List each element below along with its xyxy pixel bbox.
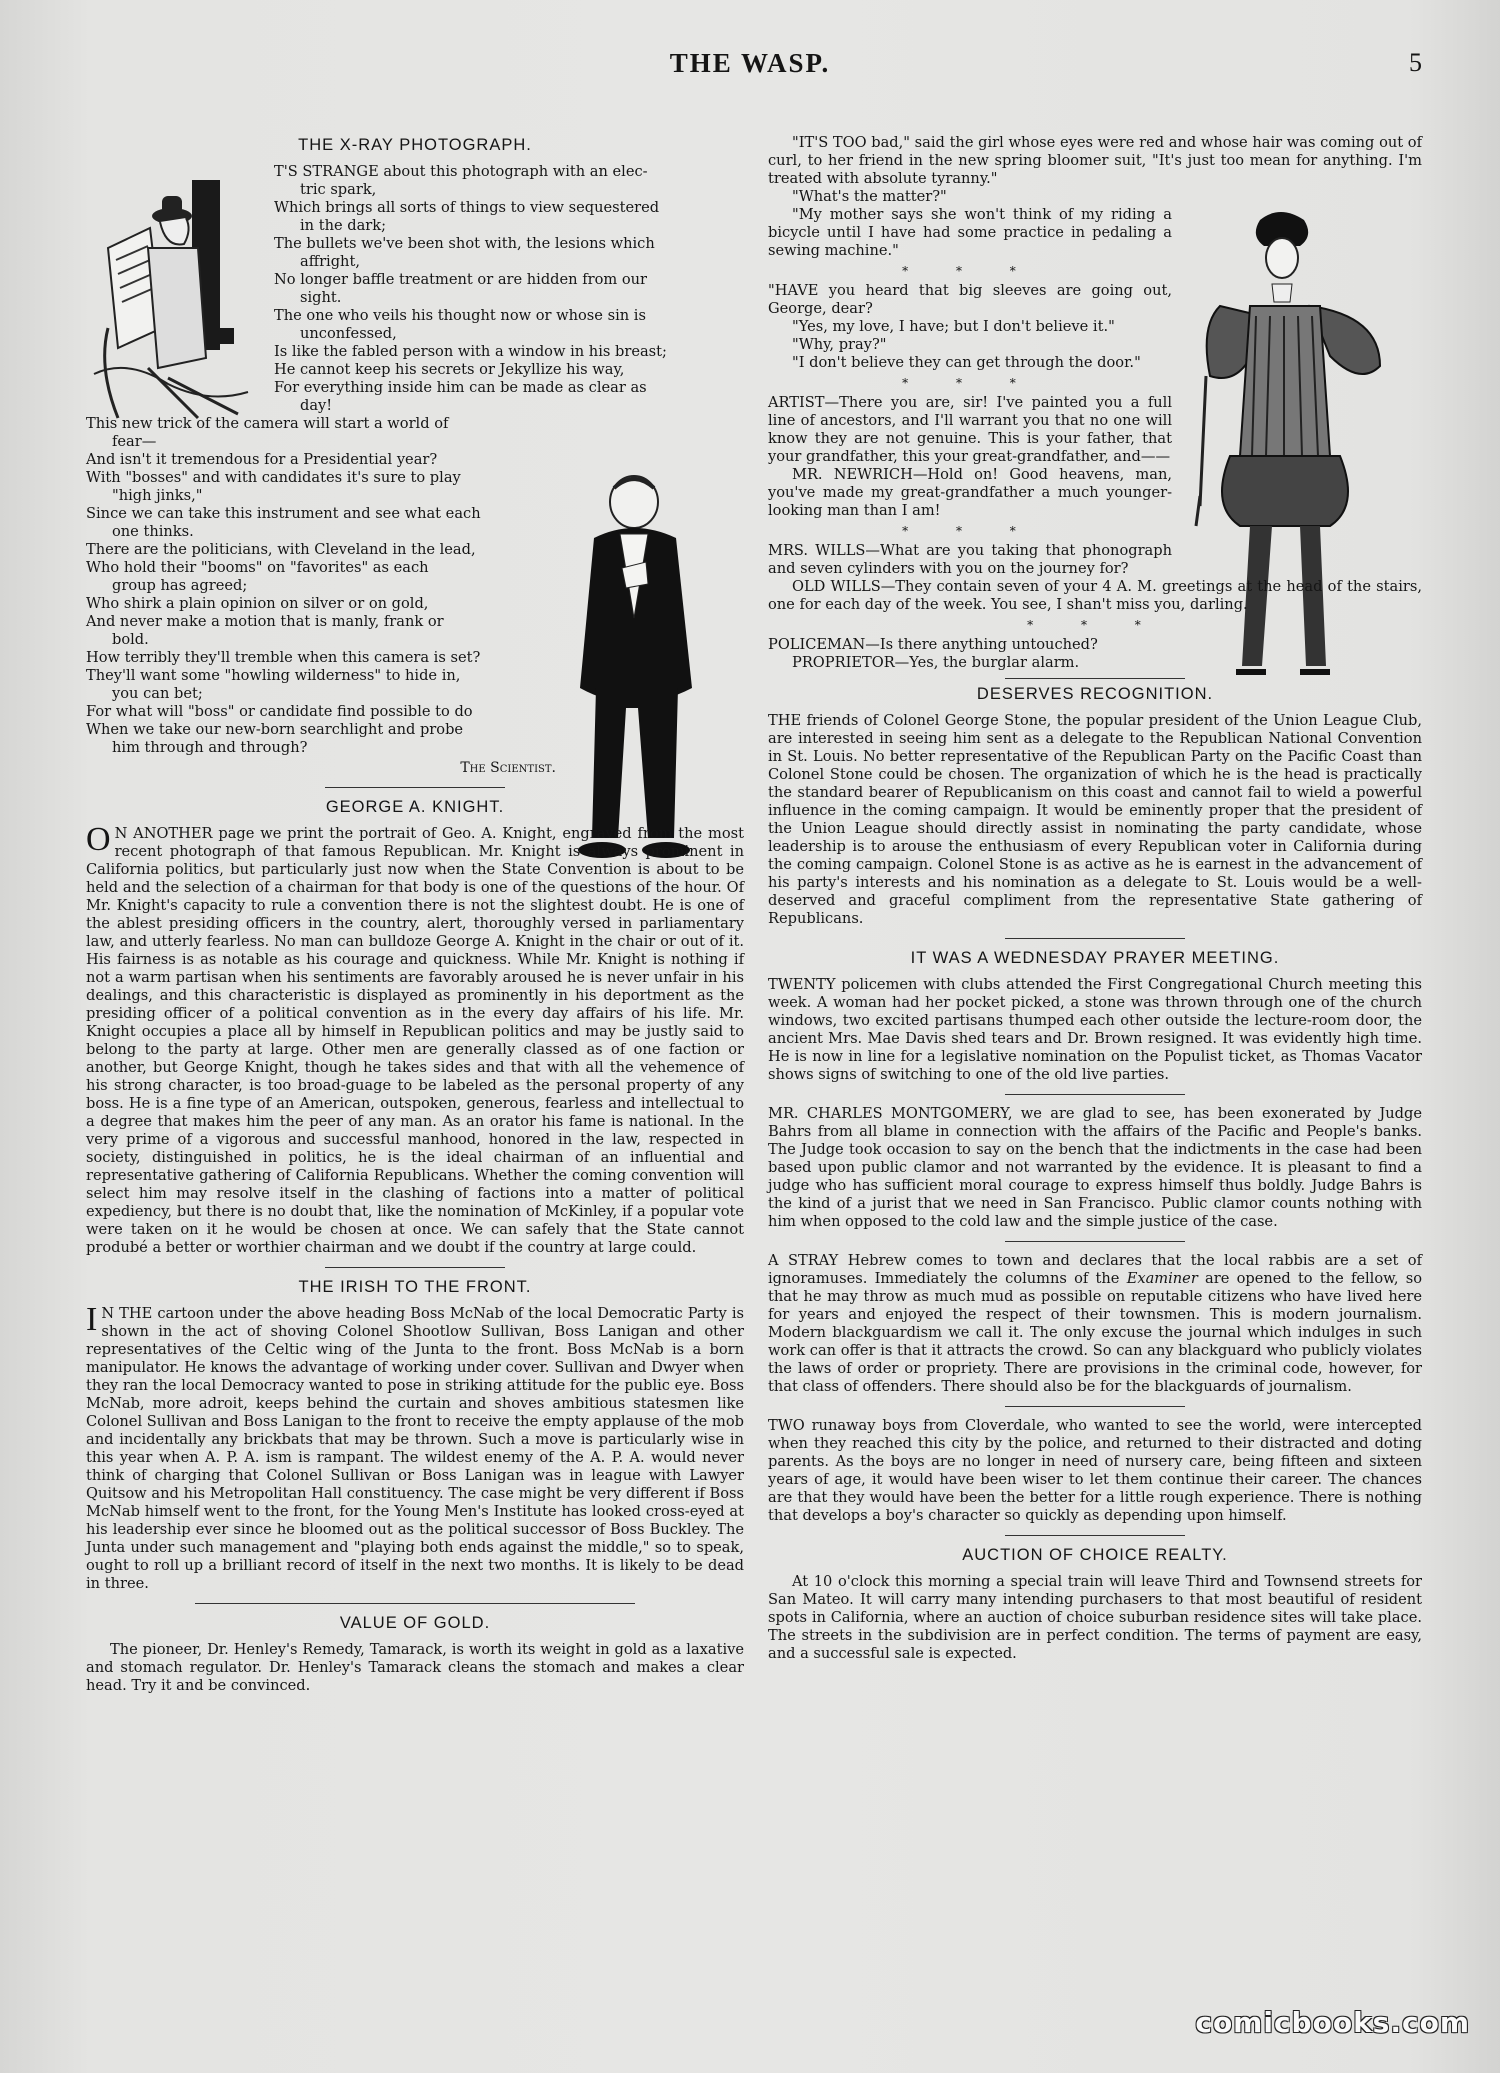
stanza-2 <box>274 307 744 415</box>
joke-text: ARTIST—There you are, sir! I've painted you a full line of ancestors, and I'll warrant you that no one will know they are not genuine. This is your father, that your grandfather, this your great-grandfather, and—— <box>768 394 1172 465</box>
joke-text: OLD WILLS—They contain seven of your 4 A. M. greetings at the head of the stairs, one for each day of the week. You see, I shan't miss you, darling. <box>768 578 1422 613</box>
heading-irish: THE IRISH TO THE FRONT. <box>298 1278 532 1296</box>
poem-line: unconfessed, <box>300 325 397 342</box>
poem-line: in the dark; <box>300 217 387 234</box>
poem-line: you can bet; <box>112 685 203 702</box>
knight-article <box>86 821 744 1257</box>
divider <box>1005 938 1185 939</box>
divider <box>195 1603 635 1604</box>
jokes-section <box>768 130 1422 672</box>
poem-line: group has agreed; <box>112 577 248 594</box>
poem-line: sight. <box>300 289 342 306</box>
poem-line: Is like the fabled person with a window in his breast; <box>274 343 667 360</box>
prayer-text: TWENTY policemen with clubs attended the First Congregational Church meeting this week. A woman had her pocket picked, a stone was thrown through one of the church windows, two excited partisans thumped each other outside the lecture-room door, the ancient Mrs. Mae Davis shed tears and Dr. Brown resigned. It was evidently high time. He is now in line for a legislative nomination on the Populist ticket, as Thomas Vacator shows signs of switching to one of the old live parties. <box>768 976 1422 1083</box>
joke-text: "I don't believe they can get through the door." <box>792 354 1141 371</box>
divider <box>1005 678 1185 679</box>
poem-line: Since we can take this instrument and see what each <box>86 505 481 522</box>
joke-text: "IT'S TOO bad," said the girl whose eyes were red and whose hair was coming out of curl, to her friend in the new spring bloomer suit, "It's just too mean for anything. I'm treated with absolute tyranny." <box>768 134 1422 187</box>
watermark: comicbooks.com <box>1195 2006 1470 2039</box>
poem-line: T'S STRANGE about this photograph with an elec- <box>274 163 648 180</box>
joke-text: MRS. WILLS—What are you taking that phonograph and seven cylinders with you on the journey for? <box>768 542 1172 577</box>
poem-line: "high jinks," <box>112 487 203 504</box>
poem-line: When we take our new-born searchlight and probe <box>86 721 464 738</box>
divider <box>1005 1406 1185 1407</box>
heading-recognition: DESERVES RECOGNITION. <box>976 685 1214 703</box>
gold-text: The pioneer, Dr. Henley's Remedy, Tamarack, is worth its weight in gold as a laxative and stomach regulator. Dr. Henley's Tamarack cleans the stomach and makes a clear head. Try it and be convinced. <box>86 1641 744 1694</box>
runaway-text: TWO runaway boys from Cloverdale, who wanted to see the world, were intercepted when they reached this city by the police, and returned to their distracted and doting parents. As the boys are no longer in need of nursery care, being fifteen and sixteen years of age, it would have been wiser to let them continue their career. The chances are that they would have been the better for a little rough experience. There is nothing that develops a boy's character so quickly as depending upon himself. <box>768 1417 1422 1524</box>
poem-line: tric spark, <box>300 181 377 198</box>
joke-text: "Why, pray?" <box>792 336 887 353</box>
joke-text: "What's the matter?" <box>792 188 947 205</box>
stars-separator: * * * <box>902 264 1038 278</box>
poem-line: They'll want some "howling wilderness" to hide in, <box>86 667 461 684</box>
auction-text: At 10 o'clock this morning a special train will leave Third and Townsend streets for San Mateo. It will carry many intending purchasers to that most beautiful of resident spots in California, where an auction of choice suburban residence sites will take place. The streets in the subdivision are in perfect condition. The terms of payment are easy, and a successful sale is expected. <box>768 1573 1422 1662</box>
heading-knight: GEORGE A. KNIGHT. <box>325 798 505 816</box>
xray-poem-continued <box>86 415 556 777</box>
poem-line: And never make a motion that is manly, frank or <box>86 613 444 630</box>
drop-cap: I <box>86 1301 98 1338</box>
masthead: THE WASP. <box>669 48 831 78</box>
divider <box>1005 1241 1185 1242</box>
poem-line: The one who veils his thought now or whose sin is <box>274 307 646 324</box>
drop-cap: O <box>86 821 111 858</box>
stars-separator: * * * <box>902 376 1038 390</box>
stanza-5 <box>86 649 556 757</box>
joke-text: "Yes, my love, I have; but I don't believe it." <box>792 318 1115 335</box>
irish-article <box>86 1301 744 1593</box>
stanza-1 <box>274 163 744 307</box>
poem-line: Which brings all sorts of things to view sequestered <box>274 199 660 216</box>
joke-text: "My mother says she won't think of my riding a bicycle until I have had some practice in pedaling a sewing machine." <box>768 206 1172 259</box>
recognition-text: THE friends of Colonel George Stone, the popular president of the Union League Club, are interested in seeing him sent as a delegate to the Republican National Convention in St. Louis. No better representative of the Republican Party on the Pacific Coast than Colonel Stone could be chosen. The organization of which he is the head is practically the standard bearer of Republicanism on this coast and cannot fail to wield a powerful influence in the coming campaign. It would be eminently proper that the president of the Union League should directly assist in nominating the party candidate, whose leadership is to arouse the enthusiasm of every Republican voter in California during the coming campaign. Colonel Stone is as active as he is earnest in the advancement of his party's interests and his nomination as a delegate to St. Louis would be a well-deserved and graceful compliment from the representative State gathering of Republicans. <box>768 712 1422 927</box>
stanza-4 <box>86 541 556 649</box>
poem-line: With "bosses" and with candidates it's sure to play <box>86 469 461 486</box>
divider <box>325 787 505 788</box>
poem-line: fear— <box>112 433 157 450</box>
poem-line: The bullets we've been shot with, the lesions which <box>274 235 655 252</box>
poem-line: affright, <box>300 253 360 270</box>
stars-separator: * * * <box>1027 618 1163 632</box>
left-column <box>86 130 744 1695</box>
heading-prayer: IT WAS A WEDNESDAY PRAYER MEETING. <box>910 949 1280 967</box>
poem-line: For what will "boss" or candidate find possible to do <box>86 703 473 720</box>
poem-line: one thinks. <box>112 523 194 540</box>
stars-separator: * * * <box>902 524 1038 538</box>
poem-line: And isn't it tremendous for a Presidential year? <box>86 451 438 468</box>
hebrew-text-b: are opened to the fellow, so that he may throw as much mud as possible on reputable citizens who have lived here for years and enjoyed the respect of their townsmen. This is modern journalism. Modern blackguardism we call it. The only excuse the journal which indulges in such work can offer is that it attracts the crowd. So can any blackguard who publicly violates the laws of order or propriety. There are provisions in the criminal code, however, for that class of offenders. There should also be for the blackguards of journalism. <box>768 1270 1423 1395</box>
page-number: 5 <box>1409 48 1422 77</box>
stanza-3 <box>86 415 556 541</box>
hebrew-article <box>768 1252 1422 1396</box>
signature: The Scientist. <box>460 760 556 776</box>
montgomery-text: MR. CHARLES MONTGOMERY, we are glad to see, has been exonerated by Judge Bahrs from all blame in connection with the affairs of the Pacific and People's banks. The Judge took occasion to say on the bench that the indictments in the case had been based upon public clamor and not warranted by the evidence. It is pleasant to find a judge who has sufficient moral courage to express himself thus boldly. Judge Bahrs is the kind of a jurist that we need in San Francisco. Public clamor counts nothing with him when opposed to the cold law and the simple justice of the case. <box>768 1105 1422 1230</box>
poem-line: This new trick of the camera will start a world of <box>86 415 449 432</box>
examiner-title: Examiner <box>1126 1270 1198 1287</box>
poem-line: him through and through? <box>112 739 308 756</box>
poem-line: day! <box>300 397 333 414</box>
joke-text: POLICEMAN—Is there anything untouched? <box>768 636 1098 653</box>
poem-line: No longer baffle treatment or are hidden from our <box>274 271 647 288</box>
divider <box>1005 1535 1185 1536</box>
poem-line: bold. <box>112 631 149 648</box>
heading-xray: THE X-RAY PHOTOGRAPH. <box>298 136 532 154</box>
poem-line: Who shirk a plain opinion on silver or on gold, <box>86 595 429 612</box>
divider <box>1005 1094 1185 1095</box>
poem-line: He cannot keep his secrets or Jekyllize his way, <box>274 361 625 378</box>
right-column <box>768 130 1422 1663</box>
joke-text: MR. NEWRICH—Hold on! Good heavens, man, you've made my great-grandfather a much younger-looking man than I am! <box>768 466 1172 519</box>
knight-text: N ANOTHER page we print the portrait of Geo. A. Knight, engraved from the most recent photograph of that famous Republican. Mr. Knight is always prominent in California politics, but particularly just now when the State Convention is about to be held and the selection of a chairman for that body is one of the questions of the hour. Of Mr. Knight's capacity to rule a convention there is not the slightest doubt. He is one of the ablest presiding officers in the country, alert, thoroughly versed in parliamentary law, and utterly fearless. No man can bulldoze George A. Knight in the chair or out of it. His fairness is as notable as his courage and quickness. While Mr. Knight is nothing if not a warm partisan when his sentiments are favorably aroused he is never unfair in his dealings, and this characteristic is displayed as prominently in his deportment as the presiding officer of a political convention as in the every day affairs of his life. Mr. Knight occupies a place all by himself in Republican politics and may be justly said to belong to the party at large. Other men are generally classed as of one faction or another, but George Knight, though he takes sides and that with all the vehemence of his strong character, is too broad-guage to be labeled as the personal property of any boss. He is a fine type of an American, outspoken, generous, fearless and intellectual to a degree that makes him the peer of any man. As an orator his fame is national. In the very prime of a vigorous and successful manhood, honored in the law, respected in society, distinguished in politics, he is the ideal chairman of an influential and representative gathering of California Republicans. Whether the coming convention will select him may resolve itself in the clashing of factions into a matter of political expediency, but there is no doubt that, like the nomination of McKinley, if a popular vote were taken on it he would be chosen at once. We can safely that the State cannot produbé a better or worthier chairman and we doubt if the country at large could. <box>86 825 744 1256</box>
poem-line: For everything inside him can be made as clear as <box>274 379 647 396</box>
xray-poem <box>86 163 744 415</box>
hebrew-text-a: A STRAY Hebrew comes to town and declares that the local rabbis are a set of ignoramuses. Immediately the columns of the <box>768 1252 1422 1287</box>
joke-text: PROPRIETOR—Yes, the burglar alarm. <box>792 654 1080 671</box>
divider <box>325 1267 505 1268</box>
heading-auction: AUCTION OF CHOICE REALTY. <box>962 1546 1228 1564</box>
heading-gold: VALUE OF GOLD. <box>339 1614 491 1632</box>
joke-text: "HAVE you heard that big sleeves are going out, George, dear? <box>768 282 1172 317</box>
poem-line: How terribly they'll tremble when this camera is set? <box>86 649 481 666</box>
irish-text: N THE cartoon under the above heading Boss McNab of the local Democratic Party is shown in the act of shoving Colonel Shootlow Sullivan, Boss Lanigan and other representatives of the Celtic wing of the Junta to the front. Boss McNab is a born manipulator. He knows the advantage of working under cover. Sullivan and Dwyer when they ran the local Democracy wanted to pose in striking attitude for the public eye. Boss McNab, more adroit, keeps behind the curtain and shoves ambitious statesmen like Colonel Sullivan and Boss Lanigan to the front to receive the empty applause of the mob and incidentally any brickbats that may be thrown. Such a move is particularly wise in this year when A. P. A. ism is rampant. The wildest enemy of the A. P. A. would never think of charging that Colonel Sullivan or Boss Lanigan was in league with Lawyer Quitsow and his Metropolitan Hall constituency. The case might be very different if Boss McNab himself went to the front, for the Young Men's Institute has looked cross-eyed at his leadership ever since he bloomed out as the political successor of Boss Buckley. The Junta under such management and "playing both ends against the middle," so to speak, ought to roll up a brilliant record of itself in the next two months. It is likely to be dead in three. <box>86 1305 744 1592</box>
poem-line: Who hold their "booms" on "favorites" as each <box>86 559 429 576</box>
poem-line: There are the politicians, with Cleveland in the lead, <box>86 541 476 558</box>
